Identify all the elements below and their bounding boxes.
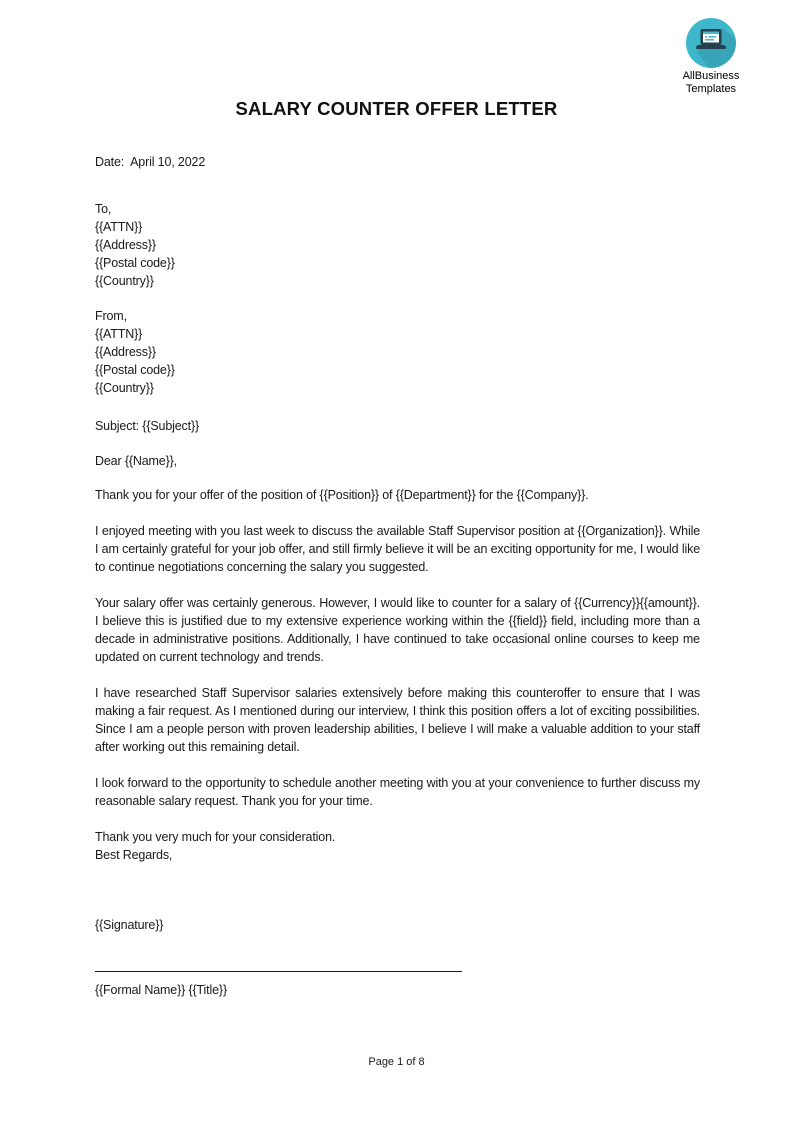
from-address-placeholder: {{Address}} — [95, 345, 156, 359]
letter-body — [95, 153, 700, 999]
to-address-placeholder: {{Address}} — [95, 238, 156, 252]
to-label: To, — [95, 202, 112, 216]
formal-name-title-line: {{Formal Name}} {{Title}} — [95, 983, 227, 997]
recipient-address-block — [95, 200, 700, 290]
paragraph-offer-thanks: Thank you for your offer of the position of {{Position}} of {{Department}} for the {{Company}}. — [95, 488, 589, 502]
to-postal-code-placeholder: {{Postal code}} — [95, 256, 175, 270]
date-line: Date: April 10, 2022 — [95, 155, 206, 169]
paragraph-research-justification: I have researched Staff Supervisor salaries extensively before making this counteroffer to ensure that I was making a fair request. As I mentioned during our interview, I think this position offers a lot of exciting possibilities. Since I am a people person with proven leadership abilities, I believe I will make a valuable addition to your staff after working out this remaining detail. — [95, 686, 700, 754]
from-label: From, — [95, 309, 127, 323]
brand-logo — [671, 17, 751, 95]
page-number: Page 1 of 8 — [368, 1056, 425, 1068]
closing-consideration-line: Thank you very much for your consideration. — [95, 830, 336, 844]
signature-placeholder: {{Signature}} — [95, 918, 164, 932]
from-postal-code-placeholder: {{Postal code}} — [95, 363, 175, 377]
closing-block — [95, 828, 700, 864]
brand-name-line2: Templates — [685, 82, 737, 95]
paragraph-meeting-recap: I enjoyed meeting with you last week to discuss the available Staff Supervisor position at {{Organization}}. While I am certainly grateful for your job offer, and still firmly believe it will be an exciting opportunity for me, I would like to continue negotiations concerning the salary you suggested. — [95, 524, 700, 574]
paragraph-follow-up: I look forward to the opportunity to schedule another meeting with you at your convenience to further discuss my reasonable salary request. Thank you for your time. — [95, 776, 700, 808]
document-title: SALARY COUNTER OFFER LETTER — [235, 98, 558, 119]
brand-name-line1: AllBusiness — [682, 70, 740, 82]
signature-rule-line — [95, 971, 462, 972]
subject-line: Subject: {{Subject}} — [95, 419, 200, 433]
closing-regards-line: Best Regards, — [95, 848, 173, 862]
to-country-placeholder: {{Country}} — [95, 274, 154, 288]
to-attn-placeholder: {{ATTN}} — [95, 220, 143, 234]
sender-address-block — [95, 307, 700, 397]
from-country-placeholder: {{Country}} — [95, 381, 154, 395]
salutation: Dear {{Name}}, — [95, 454, 177, 468]
from-attn-placeholder: {{ATTN}} — [95, 327, 143, 341]
laptop-logo-icon — [685, 17, 737, 69]
paragraph-counter-offer: Your salary offer was certainly generous. However, I would like to counter for a salary of {{Currency}}{{amount}}. I believe this is justified due to my extensive experience working within the {{field}} field, including more than a decade in administrative positions. Additionally, I have continued to take occasional online courses to keep me updated on current technology and trends. — [95, 596, 700, 664]
